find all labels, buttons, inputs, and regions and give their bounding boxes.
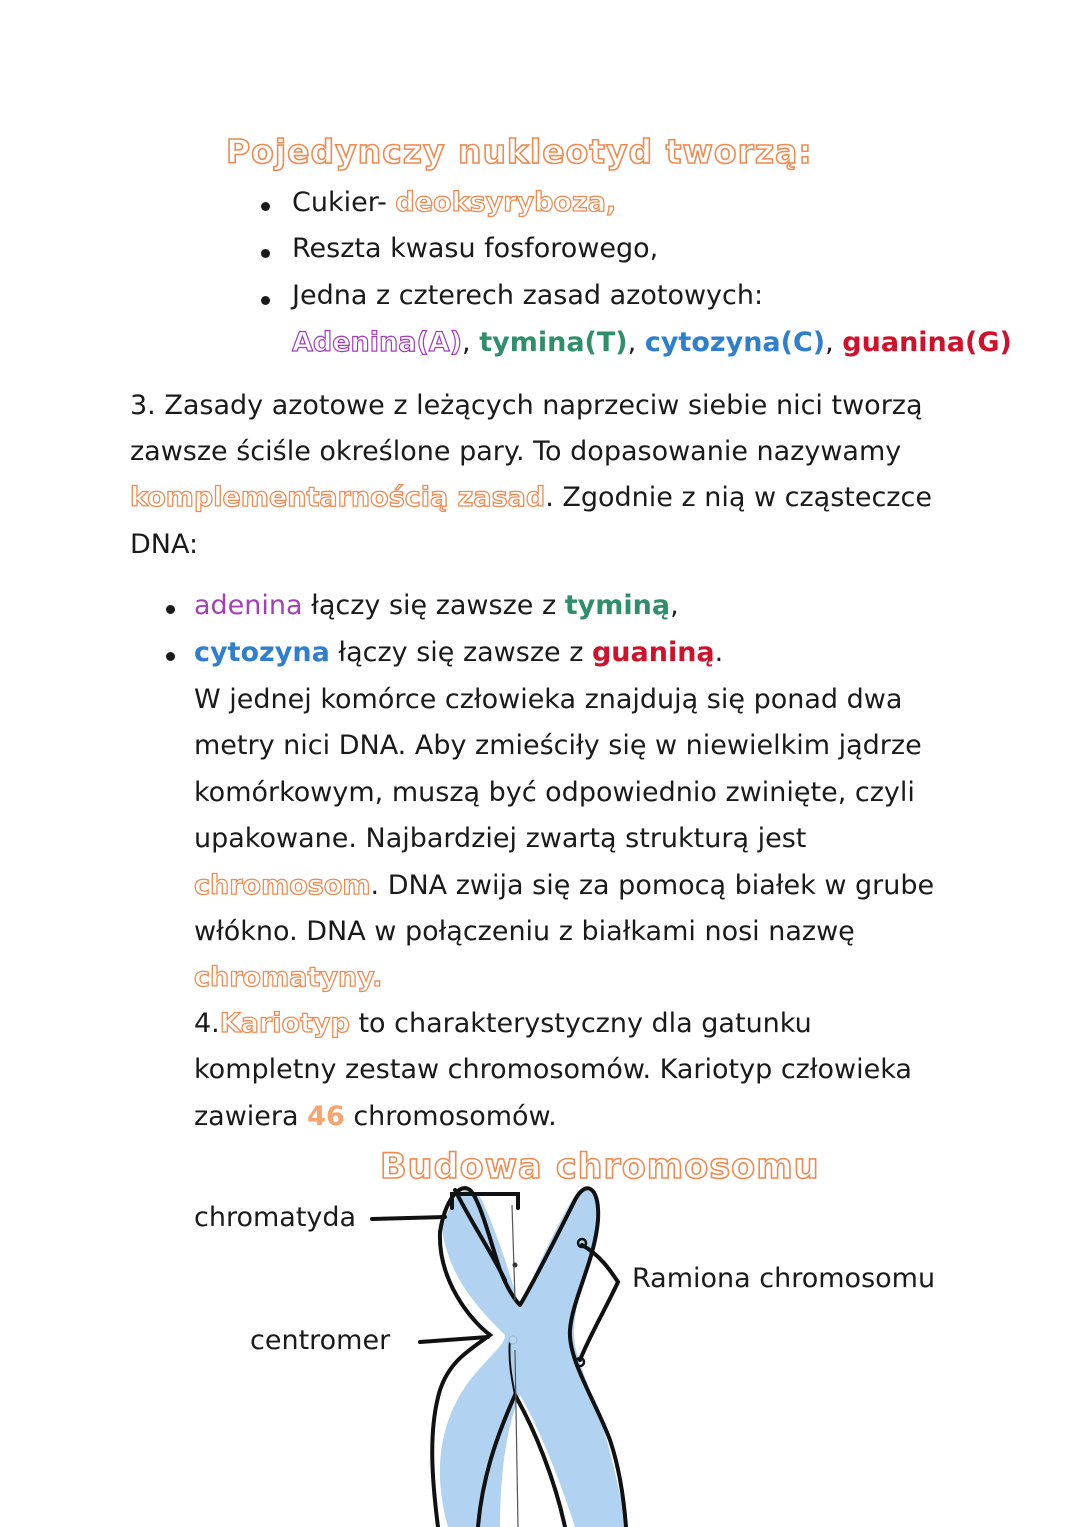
bullet-reszta: Reszta kwasu fosforowego, xyxy=(292,233,659,264)
adenina-word: adenina xyxy=(194,590,303,621)
section4-line1-rest: to charakterystyczny dla gatunku xyxy=(349,1008,812,1039)
section3-line4: DNA: xyxy=(130,529,199,560)
chromosom-highlight: chromosom xyxy=(194,870,371,901)
bullet-prefix: Cukier- xyxy=(292,187,396,218)
para-line5-rest: . DNA zwija się za pomocą białek w grube xyxy=(370,870,935,901)
guanina-word: guaniną xyxy=(591,637,715,668)
para-line6: włókno. DNA w połączeniu z białkami nosi nazwę xyxy=(194,916,855,947)
section4-prefix: 4. xyxy=(194,1008,220,1039)
chromosome-count: 46 xyxy=(307,1101,345,1132)
section3-line2: zawsze ściśle określone pary. To dopasowanie nazywamy xyxy=(130,436,902,467)
pair-end: , xyxy=(670,590,679,621)
separator: , xyxy=(462,327,480,358)
para-line4: upakowane. Najbardziej zwartą strukturą jest xyxy=(194,823,807,854)
section3-line3-rest: . Zgodnie z nią w cząsteczce xyxy=(545,482,932,513)
label-ramiona: Ramiona chromosomu xyxy=(632,1263,936,1294)
kariotyp-highlight: Kariotyp xyxy=(219,1008,350,1039)
label-chromatyda: chromatyda xyxy=(194,1202,357,1233)
para-line2: metry nici DNA. Aby zmieściły się w niewielkim jądrze xyxy=(194,730,922,761)
chromosome-fill xyxy=(440,1190,628,1527)
centromer-pointer xyxy=(420,1337,488,1342)
separator: , xyxy=(627,327,645,358)
cytozyna-word: cytozyna xyxy=(194,637,330,668)
pair-end: . xyxy=(714,637,724,668)
separator: , xyxy=(825,327,843,358)
pair-mid: łączy się zawsze z xyxy=(302,590,565,621)
chromatyny-highlight: chromatyny. xyxy=(194,962,383,993)
cytozyna-label: cytozyna(C) xyxy=(644,327,826,358)
komplementarnosc-highlight: komplementarnością zasad xyxy=(130,482,546,513)
guanina-label: guanina(G) xyxy=(842,327,1012,358)
section1-title: Pojedynczy nukleotyd tworzą: xyxy=(226,132,813,171)
section4-line3-pre: zawiera xyxy=(194,1101,308,1132)
ramiona-dot-bottom xyxy=(576,1358,584,1366)
section4-line3-post: chromosomów. xyxy=(344,1101,557,1132)
section3-line1: 3. Zasady azotowe z leżących naprzeciw siebie nici tworzą xyxy=(130,390,923,421)
tymina-label: tymina(T) xyxy=(479,327,628,358)
diagram-title: Budowa chromosomu xyxy=(380,1147,820,1187)
deoksyryboza-highlight: deoksyryboza, xyxy=(395,187,617,218)
para-line1: W jednej komórce człowieka znajdują się ponad dwa xyxy=(194,684,903,715)
label-centromer: centromer xyxy=(250,1325,391,1356)
pair-mid: łączy się zawsze z xyxy=(329,637,592,668)
bullet-jedna: Jedna z czterech zasad azotowych: xyxy=(292,280,764,311)
centromere-dot xyxy=(509,1336,517,1344)
axis-dot xyxy=(513,1263,518,1268)
adenina-label: Adenina(A) xyxy=(292,327,463,358)
chromatyda-pointer xyxy=(372,1217,445,1219)
section4-line2: kompletny zestaw chromosomów. Kariotyp człowieka xyxy=(194,1054,912,1085)
tymina-word: tyminą xyxy=(564,590,671,621)
para-line3: komórkowym, muszą być odpowiednio zwinięte, czyli xyxy=(194,777,915,808)
